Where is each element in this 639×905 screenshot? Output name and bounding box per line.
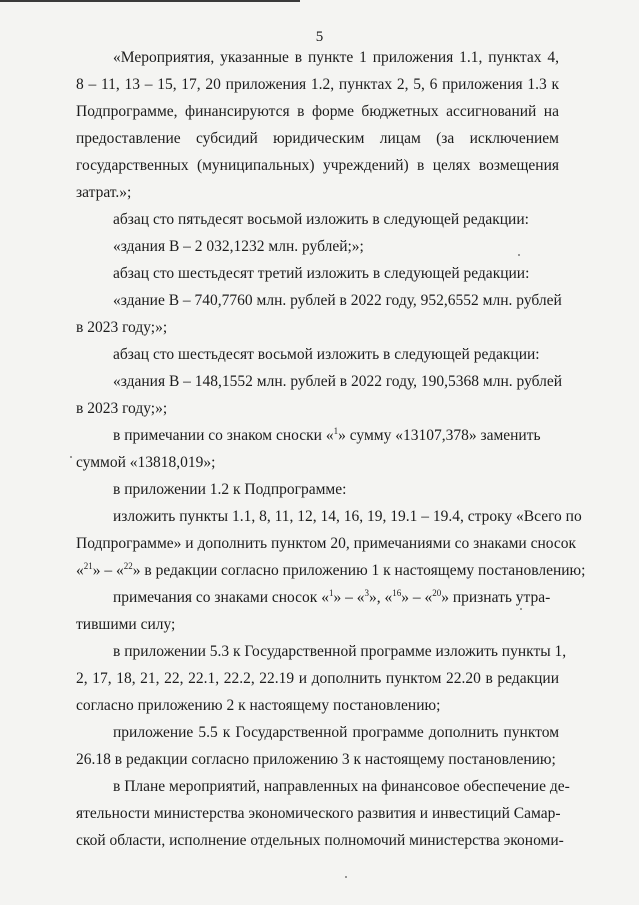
footnote-line: примечания со знаками сносок «$^1$» – «$^3$», «$^{16}$» – «$^{20}$» признать утра- <box>113 588 551 606</box>
top-rule <box>0 0 300 2</box>
scan-speck <box>520 608 522 610</box>
text-line: Подпрограмме, финансируются в форме бюджетных ассигнований на <box>76 103 559 120</box>
text-line: абзац сто шестьдесят третий изложить в следующей редакции: <box>113 265 530 282</box>
scan-speck <box>70 456 72 458</box>
text-line: согласно приложению 2 к настоящему постановлению; <box>76 697 441 714</box>
text-line: 2, 17, 18, 21, 22, 22.1, 22.2, 22.19 и дополнить пунктом 22.20 в редакции <box>76 670 559 687</box>
text-line: суммой «13818,019»; <box>76 454 216 471</box>
text-line: приложение 5.5 к Государственной программе дополнить пунктом <box>113 724 559 741</box>
text-line: тившими силу; <box>76 616 176 633</box>
text-line: 26.18 в редакции согласно приложению 3 к настоящему постановлению; <box>76 751 556 768</box>
text-line: ятельности министерства экономического развития и инвестиций Самар- <box>76 805 561 822</box>
scan-speck <box>345 876 347 878</box>
text-line: государственных (муниципальных) учреждений) в целях возмещения <box>76 157 559 174</box>
text-line: ской области, исполнение отдельных полномочий министерства экономи- <box>76 832 564 849</box>
text-line: в приложении 1.2 к Подпрограмме: <box>113 481 347 498</box>
text-line: абзац сто шестьдесят восьмой изложить в следующей редакции: <box>113 346 540 363</box>
text-line: 8 – 11, 13 – 15, 17, 20 приложения 1.2, пунктах 2, 5, 6 приложения 1.3 к <box>76 76 559 93</box>
text-line: в Плане мероприятий, направленных на финансовое обеспечение де- <box>113 778 570 795</box>
text-line: в приложении 5.3 к Государственной программе изложить пункты 1, <box>113 643 567 660</box>
text-line: предоставление субсидий юридическим лицам (за исключением <box>76 130 559 147</box>
text-line: «здания В – 2 032,1232 млн. рублей;»; <box>113 238 364 255</box>
text-line: «здание В – 740,7760 млн. рублей в 2022 году, 952,6552 млн. рублей <box>113 292 562 309</box>
text-line: абзац сто пятьдесят восьмой изложить в следующей редакции: <box>113 211 529 228</box>
footnote-line: в примечании со знаком сноски «$^1$» сумму «13107,378» заменить <box>113 426 541 444</box>
text-line: изложить пункты 1.1, 8, 11, 12, 14, 16, 19, 19.1 – 19.4, строку «Всего по <box>113 508 582 525</box>
text-line: в 2023 году;»; <box>76 319 168 336</box>
text-line: затрат.»; <box>76 184 132 201</box>
footnote-line: «$^{21}$» – «$^{22}$» в редакции согласно приложению 1 к настоящему постановлению; <box>76 561 586 579</box>
scan-speck <box>518 254 520 256</box>
page-number: 5 <box>315 29 324 45</box>
text-line: Подпрограмме» и дополнить пунктом 20, примечаниями со знаками сносок <box>76 535 577 552</box>
text-line: «здания В – 148,1552 млн. рублей в 2022 году, 190,5368 млн. рублей <box>113 373 563 390</box>
text-line: «Мероприятия, указанные в пункте 1 приложения 1.1, пунктах 4, <box>113 49 559 66</box>
text-line: в 2023 году;»; <box>76 400 168 417</box>
